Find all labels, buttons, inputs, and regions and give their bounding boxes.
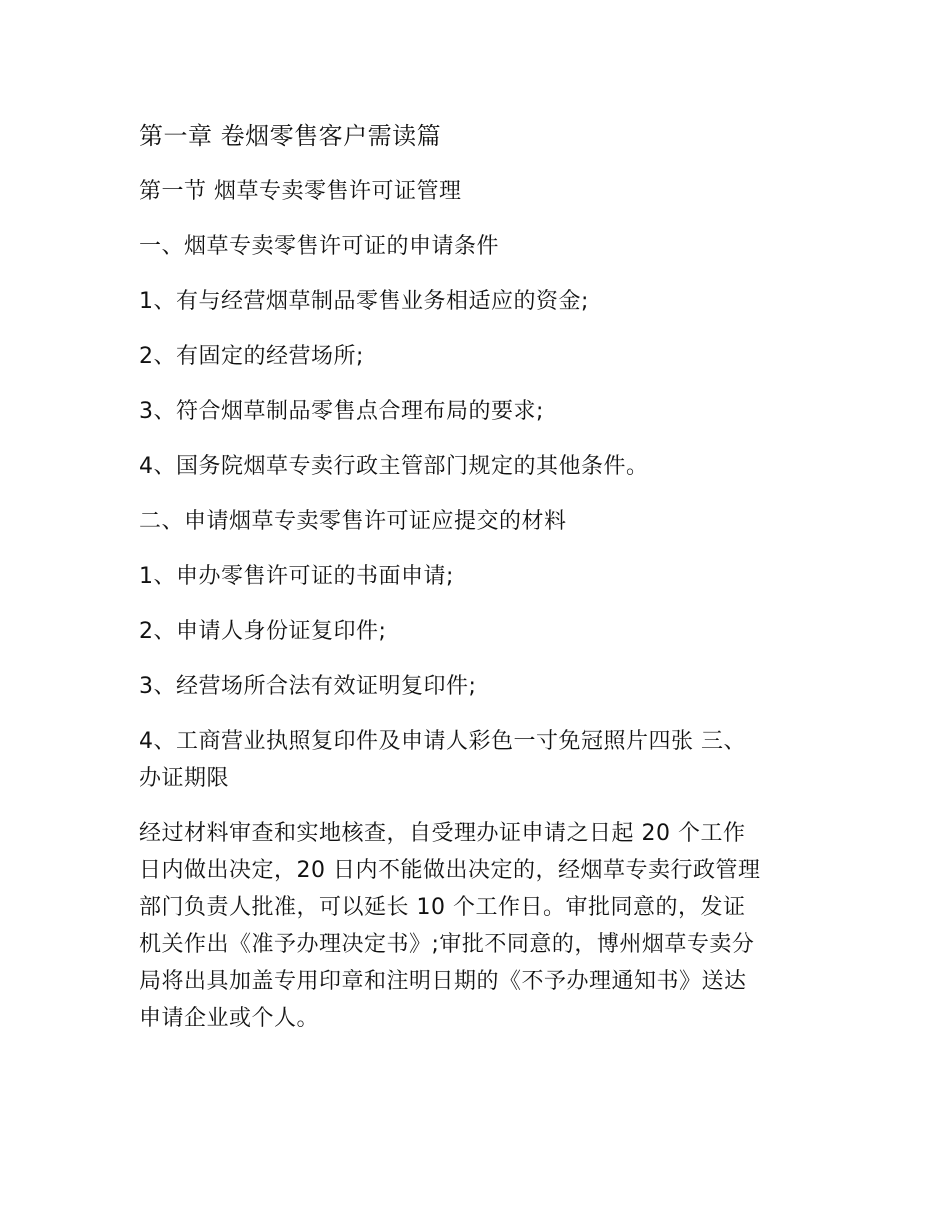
paragraph-line: 局将出具加盖专用印章和注明日期的《不予办理通知书》送达 [139,969,747,994]
part2-item-4-line1: 4、工商营业执照复印件及申请人彩色一寸免冠照片四张 三、 [139,729,746,754]
part2-item: 1、申办零售许可证的书面申请; [139,564,454,589]
part2-heading: 二、申请烟草专卖零售许可证应提交的材料 [139,509,567,534]
part2-item: 2、申请人身份证复印件; [139,619,387,644]
part1-item: 2、有固定的经营场所; [139,344,364,369]
part1-item: 1、有与经营烟草制品零售业务相适应的资金; [139,289,589,314]
part1-item: 4、国务院烟草专卖行政主管部门规定的其他条件。 [139,454,649,479]
paragraph-line: 申请企业或个人。 [139,1006,320,1031]
paragraph-line: 机关作出《准予办理决定书》;审批不同意的，博州烟草专卖分 [139,932,755,957]
part1-heading: 一、烟草专卖零售许可证的申请条件 [139,234,500,259]
section-title: 第一节 烟草专卖零售许可证管理 [139,179,462,204]
paragraph-line: 部门负责人批准，可以延长 10 个工作日。审批同意的，发证 [139,895,746,920]
part3-heading-line2: 办证期限 [139,766,230,791]
paragraph-line: 日内做出决定，20 日内不能做出决定的，经烟草专卖行政管理 [139,858,761,883]
part1-item: 3、符合烟草制品零售点合理布局的要求; [139,399,544,424]
processing-period-paragraph [139,815,819,1037]
paragraph-line: 经过材料审查和实地核查，自受理办证申请之日起 20 个工作 [139,821,746,846]
chapter-title: 第一章 卷烟零售客户需读篇 [139,122,442,150]
document-body [139,118,819,1037]
part2-item: 3、经营场所合法有效证明复印件; [139,674,477,699]
